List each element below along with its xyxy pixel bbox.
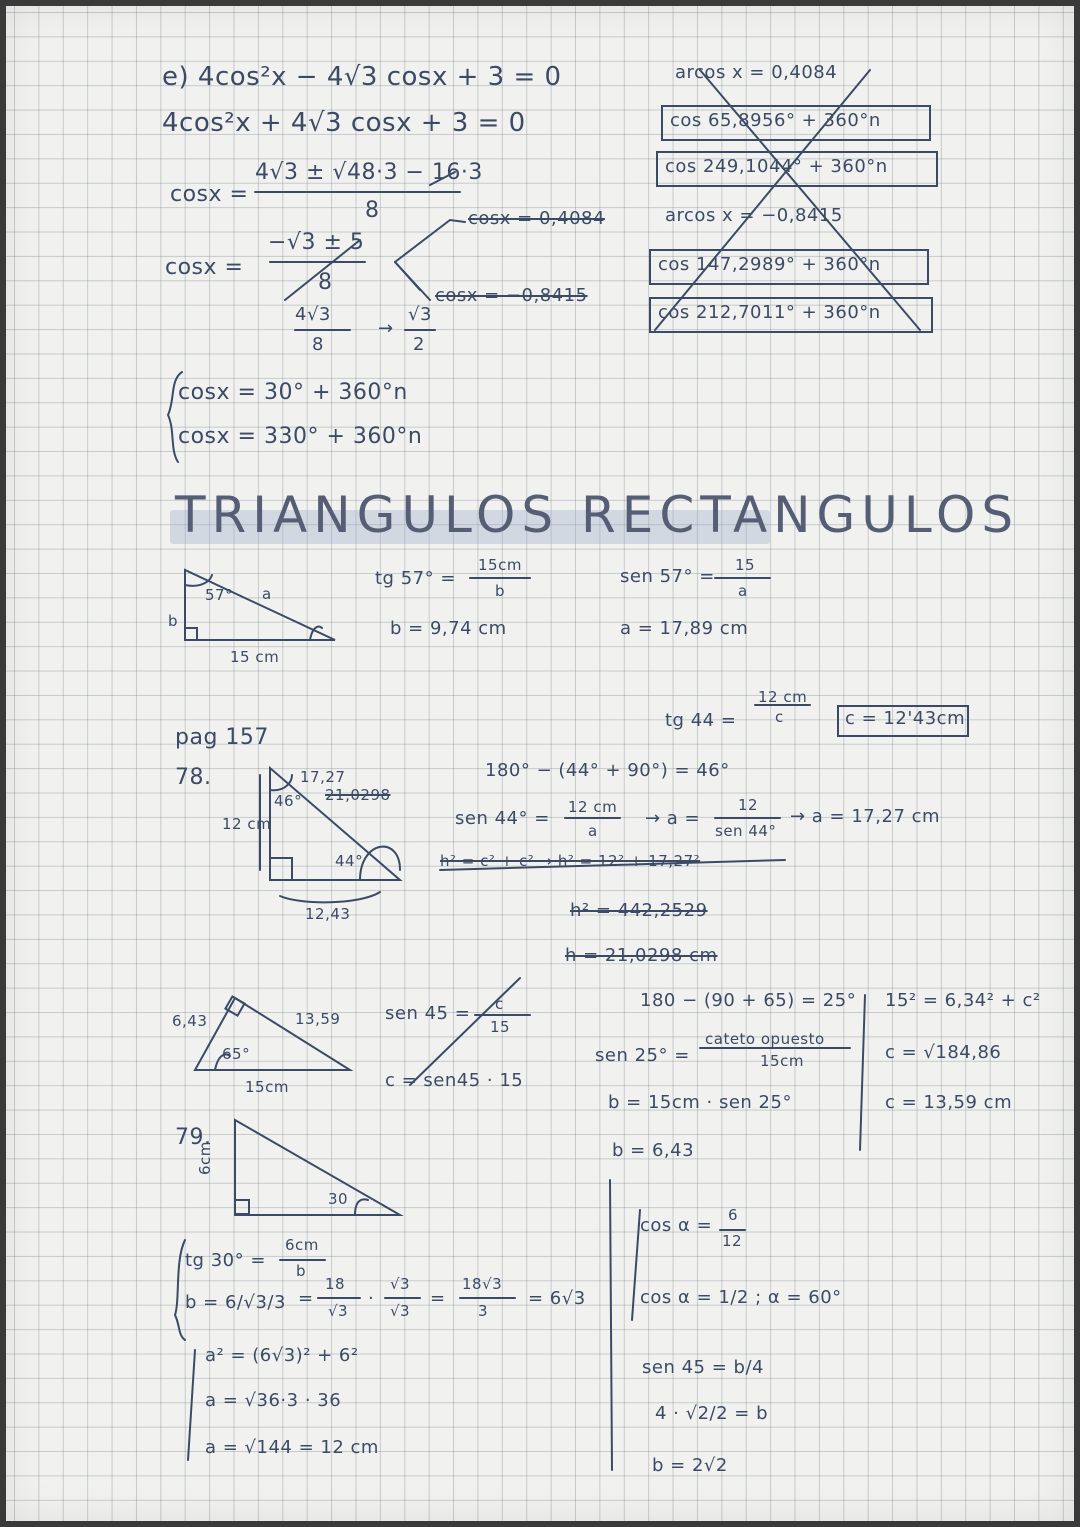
result-line: b = 9,74 cm bbox=[390, 618, 507, 639]
equation-label: cos α = bbox=[640, 1215, 713, 1236]
equation-label: cosx = bbox=[170, 182, 249, 207]
fraction-denominator: 15cm bbox=[760, 1052, 804, 1070]
equation-label: tg 44 = bbox=[665, 710, 737, 731]
crossed-working: h = 21,0298 cm bbox=[565, 945, 718, 966]
fraction-denominator: √3 bbox=[328, 1302, 349, 1320]
multiply-dot: · bbox=[368, 1288, 375, 1309]
equation-label: sen 57° = bbox=[620, 566, 715, 587]
angle-label: 30 bbox=[328, 1190, 349, 1208]
arrow-symbol: → bbox=[378, 318, 394, 339]
crossed-value: cosx = 0,4084 bbox=[468, 208, 605, 229]
fraction-numerator: √3 bbox=[390, 1275, 411, 1293]
fraction-denominator: 3 bbox=[478, 1302, 489, 1320]
fraction-denominator: a bbox=[738, 582, 748, 600]
equation-label: sen 25° = bbox=[595, 1045, 690, 1066]
boxed-answer: cos 147,2989° + 360°n bbox=[658, 254, 881, 275]
fraction-numerator: 18√3 bbox=[462, 1275, 503, 1293]
arccos-line: arcos x = 0,4084 bbox=[675, 62, 838, 83]
working-line: 4 · √2/2 = b bbox=[655, 1403, 769, 1424]
crossed-value: 21,0298 bbox=[325, 786, 391, 804]
working-line: c = sen45 · 15 bbox=[385, 1070, 524, 1091]
fraction-numerator: 12 cm bbox=[568, 798, 618, 816]
fraction-denominator: b bbox=[495, 582, 506, 600]
fraction-numerator: 4√3 bbox=[295, 304, 331, 325]
exercise-number: 79. bbox=[175, 1125, 212, 1150]
fraction-numerator: −√3 ± 5 bbox=[268, 230, 365, 255]
arccos-line: arcos x = −0,8415 bbox=[665, 205, 843, 226]
side-label: a bbox=[262, 585, 272, 603]
result-line: c = 13,59 cm bbox=[885, 1092, 1013, 1113]
working-line: → a = 17,27 cm bbox=[790, 806, 941, 827]
fraction-numerator: 15cm bbox=[478, 556, 522, 574]
side-label: 15cm bbox=[245, 1078, 289, 1096]
crossed-value: cosx = −0,8415 bbox=[435, 285, 588, 306]
result-line: cos α = 1/2 ; α = 60° bbox=[640, 1287, 842, 1308]
fraction-denominator: sen 44° bbox=[715, 822, 777, 840]
fraction-denominator: 15 bbox=[490, 1018, 511, 1036]
equals-sign: = bbox=[298, 1288, 314, 1309]
fraction-numerator: √3 bbox=[408, 304, 432, 325]
fraction-denominator: 2 bbox=[413, 334, 425, 355]
fraction-denominator: a bbox=[588, 822, 598, 840]
result-line: = 6√3 bbox=[528, 1288, 586, 1309]
working-line: → a = bbox=[645, 808, 701, 829]
angle-label: 44° bbox=[335, 852, 364, 870]
equation-label: tg 30° = bbox=[185, 1250, 266, 1271]
boxed-answer: cos 65,8956° + 360°n bbox=[670, 110, 881, 131]
crossed-working: h² = c² + c² → h² = 12² + 17,27² bbox=[440, 852, 701, 870]
working-line: 15² = 6,34² + c² bbox=[885, 990, 1041, 1011]
equation-label: sen 45 = bbox=[385, 1003, 471, 1024]
side-label: 12 cm bbox=[222, 815, 272, 833]
result-line: b = 2√2 bbox=[652, 1455, 728, 1476]
angle-label: 57° bbox=[205, 586, 234, 604]
fraction-numerator: 18 bbox=[325, 1275, 346, 1293]
boxed-answer: cos 249,1044° + 360°n bbox=[665, 156, 888, 177]
side-label: 6,43 bbox=[172, 1012, 208, 1030]
result-line: b = 6,43 bbox=[612, 1140, 695, 1161]
working-line: a² = (6√3)² + 6² bbox=[205, 1345, 359, 1366]
equals-sign: = bbox=[430, 1288, 446, 1309]
fraction-denominator: 12 bbox=[722, 1232, 743, 1250]
fraction-denominator: c bbox=[775, 708, 784, 726]
fraction-denominator: b bbox=[296, 1262, 307, 1280]
solution-line: cosx = 30° + 360°n bbox=[178, 380, 408, 405]
fraction-denominator: 8 bbox=[365, 198, 380, 223]
side-label: 6cm bbox=[196, 1141, 214, 1175]
side-label: 12,43 bbox=[305, 905, 351, 923]
boxed-answer: c = 12'43cm bbox=[845, 708, 966, 729]
equation-label: cosx = bbox=[165, 255, 244, 280]
side-label: b bbox=[168, 612, 179, 630]
fraction-numerator: 12 bbox=[738, 796, 759, 814]
fraction-numerator: 12 cm bbox=[758, 688, 808, 706]
equation-line: 4cos²x + 4√3 cosx + 3 = 0 bbox=[162, 108, 526, 138]
working-line: b = 15cm · sen 25° bbox=[608, 1092, 792, 1113]
exercise-number: 78. bbox=[175, 765, 212, 790]
fraction-denominator: √3 bbox=[390, 1302, 411, 1320]
fraction-denominator: 8 bbox=[318, 270, 333, 295]
solution-line: cosx = 330° + 360°n bbox=[178, 424, 423, 449]
side-label: 15 cm bbox=[230, 648, 280, 666]
page-reference: pag 157 bbox=[175, 725, 269, 750]
result-line: a = √144 = 12 cm bbox=[205, 1437, 379, 1458]
working-line: 180° − (44° + 90°) = 46° bbox=[485, 760, 730, 781]
fraction-numerator: c bbox=[495, 995, 504, 1013]
fraction-numerator: cateto opuesto bbox=[705, 1030, 825, 1048]
result-line: a = 17,89 cm bbox=[620, 618, 749, 639]
fraction-numerator: 6cm bbox=[285, 1236, 319, 1254]
crossed-working: h² = 442,2529 bbox=[570, 900, 708, 921]
working-line: c = √184,86 bbox=[885, 1042, 1002, 1063]
working-line: a = √36·3 · 36 bbox=[205, 1390, 342, 1411]
side-label: 17,27 bbox=[300, 768, 346, 786]
fraction-numerator: 15 bbox=[735, 556, 756, 574]
angle-label: 46° bbox=[274, 792, 303, 810]
section-title: TRIANGULOS RECTANGULOS bbox=[175, 486, 1020, 544]
working-line: sen 45 = b/4 bbox=[642, 1357, 764, 1378]
equation-label: tg 57° = bbox=[375, 568, 456, 589]
working-line: b = 6/√3/3 bbox=[185, 1292, 286, 1313]
angle-label: 65° bbox=[222, 1045, 251, 1063]
side-label: 13,59 bbox=[295, 1010, 341, 1028]
boxed-answer: cos 212,7011° + 360°n bbox=[658, 302, 881, 323]
equation-line: e) 4cos²x − 4√3 cosx + 3 = 0 bbox=[162, 62, 562, 92]
fraction-numerator: 4√3 ± √48·3 − 16·3 bbox=[255, 160, 483, 185]
fraction-denominator: 8 bbox=[312, 334, 324, 355]
fraction-numerator: 6 bbox=[728, 1206, 739, 1224]
working-line: 180 − (90 + 65) = 25° bbox=[640, 990, 857, 1011]
equation-label: sen 44° = bbox=[455, 808, 550, 829]
